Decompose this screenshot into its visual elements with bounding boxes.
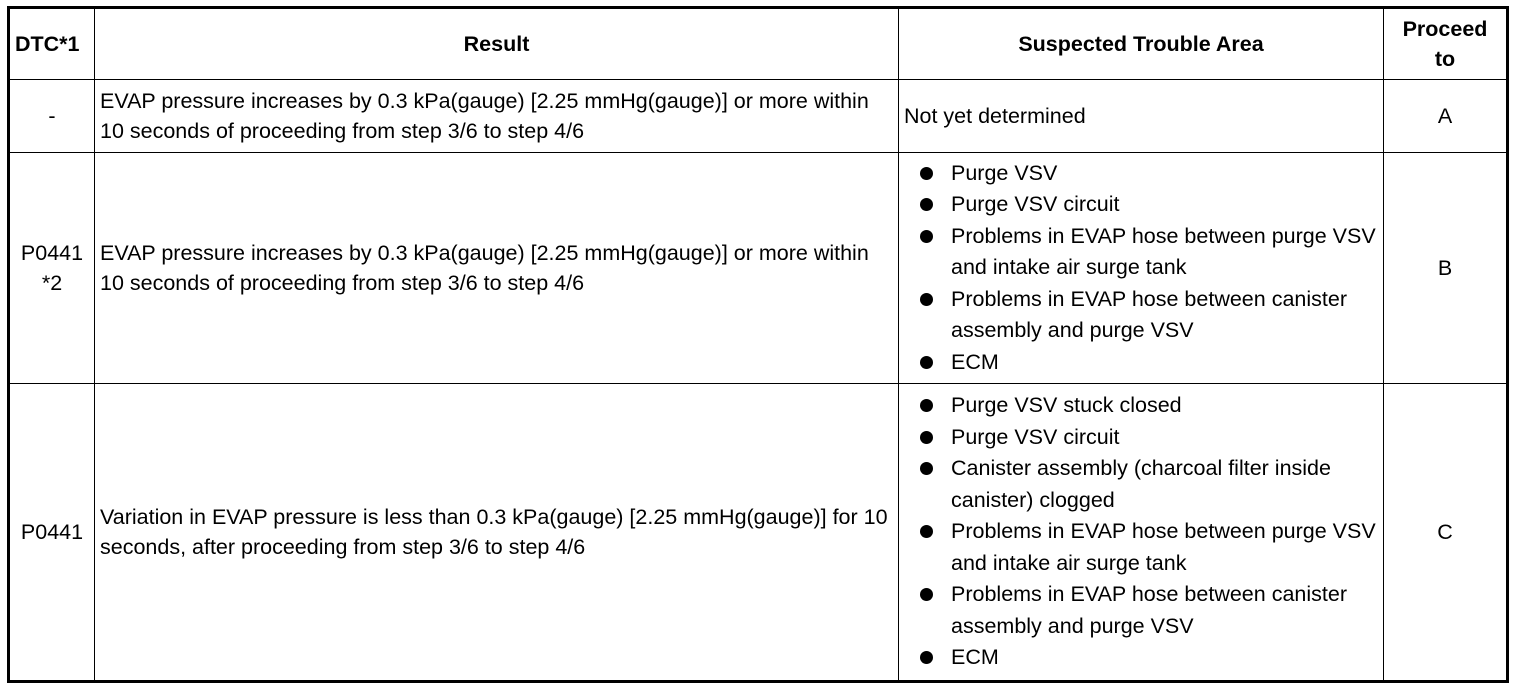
result-cell: EVAP pressure increases by 0.3 kPa(gauge) [2.25 mmHg(gauge)] or more within 10 seconds of proceeding from step 3/6 to step 4/6 <box>95 153 899 384</box>
area-item-text: ECM <box>951 349 999 374</box>
table-header-row <box>9 8 1508 80</box>
dtc-cell: - <box>9 80 95 153</box>
suspected-area-cell <box>899 153 1384 384</box>
list-item <box>904 221 1383 284</box>
bullet-icon <box>920 356 933 369</box>
bullet-icon <box>920 431 933 444</box>
header-dtc: DTC*1 <box>9 8 95 80</box>
suspected-area-list <box>904 390 1383 674</box>
bullet-icon <box>920 399 933 412</box>
area-item-text: Problems in EVAP hose between canister assembly and purge VSV <box>951 286 1347 343</box>
header-proceed-line1: Proceed <box>1402 17 1488 41</box>
suspected-area-cell <box>899 384 1384 682</box>
area-item-text: Problems in EVAP hose between canister assembly and purge VSV <box>951 582 1347 638</box>
area-item-text: ECM <box>951 645 999 670</box>
header-proceed-line2: to <box>1434 47 1456 71</box>
bullet-icon <box>920 198 933 211</box>
suspected-area-cell: Not yet determined <box>899 80 1384 153</box>
dtc-cell: P0441 <box>9 384 95 682</box>
area-item-text: Purge VSV stuck closed <box>951 393 1182 418</box>
header-result: Result <box>95 8 899 80</box>
area-item-text: Problems in EVAP hose between purge VSV and intake air surge tank <box>951 223 1376 280</box>
table-row <box>9 384 1508 682</box>
list-item <box>904 284 1383 347</box>
list-item <box>904 516 1383 579</box>
bullet-icon <box>920 651 933 664</box>
area-item-text: Canister assembly (charcoal filter inside canister) clogged <box>951 456 1331 512</box>
list-item <box>904 189 1383 221</box>
list-item <box>904 158 1383 190</box>
proceed-cell: C <box>1384 384 1508 682</box>
proceed-cell: B <box>1384 153 1508 384</box>
area-item-text: Problems in EVAP hose between purge VSV and intake air surge tank <box>951 519 1376 575</box>
list-item <box>904 579 1383 642</box>
table-row <box>9 80 1508 153</box>
header-proceed-to <box>1384 8 1508 80</box>
area-item-text: Purge VSV circuit <box>951 424 1120 449</box>
list-item <box>904 453 1383 516</box>
area-item-text: Purge VSV <box>951 160 1058 185</box>
list-item <box>904 347 1383 379</box>
bullet-icon <box>920 462 933 475</box>
dtc-table-container <box>7 6 1506 681</box>
bullet-icon <box>920 525 933 538</box>
bullet-icon <box>920 588 933 601</box>
list-item <box>904 422 1383 454</box>
header-suspected-area: Suspected Trouble Area <box>899 8 1384 80</box>
dtc-cell <box>9 153 95 384</box>
list-item <box>904 390 1383 422</box>
list-item <box>904 642 1383 674</box>
bullet-icon <box>920 230 933 243</box>
dtc-result-table <box>7 6 1509 683</box>
bullet-icon <box>920 293 933 306</box>
table-row <box>9 153 1508 384</box>
result-cell: Variation in EVAP pressure is less than 0.3 kPa(gauge) [2.25 mmHg(gauge)] for 10 seconds, after proceeding from step 3/6 to step 4/6 <box>95 384 899 682</box>
dtc-code: P0441 *2 <box>20 241 84 295</box>
area-item-text: Purge VSV circuit <box>951 192 1120 217</box>
bullet-icon <box>920 167 933 180</box>
result-cell: EVAP pressure increases by 0.3 kPa(gauge) [2.25 mmHg(gauge)] or more within 10 seconds of proceeding from step 3/6 to step 4/6 <box>95 80 899 153</box>
proceed-cell: A <box>1384 80 1508 153</box>
suspected-area-list <box>904 158 1383 379</box>
